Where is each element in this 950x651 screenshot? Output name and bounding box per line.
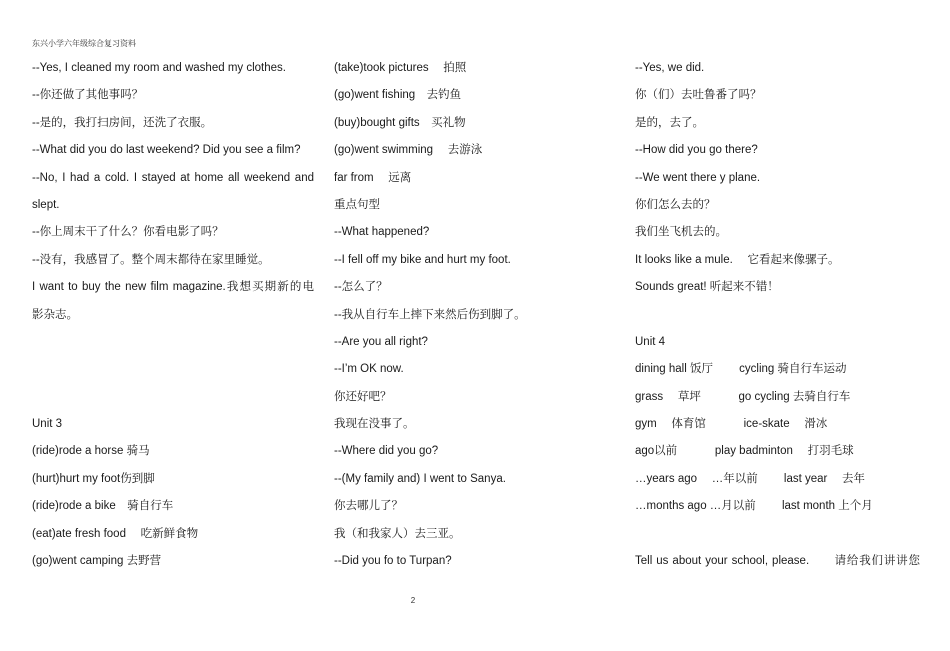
text-line: --你上周末干了什么？你看电影了吗？ — [32, 226, 224, 239]
text-line: Tell us about your school, please. 请给我们讲讲您 — [635, 555, 920, 568]
text-line: …months ago …月以前 last month 上个月 — [635, 500, 873, 513]
text-line: --Are you all right? — [334, 335, 428, 348]
text-line: (go)went camping 去野营 — [32, 555, 162, 568]
text-line: 你（们）去吐鲁番了吗？ — [635, 89, 762, 102]
text-line: 我现在没事了。 — [334, 418, 415, 431]
text-line: …years ago …年以前 last year 去年 — [635, 472, 866, 485]
text-line: It looks like a mule. 它看起来像骡子。 — [635, 253, 840, 266]
text-line: --Where did you go? — [334, 445, 439, 458]
text-line: --你还做了其他事吗？ — [32, 89, 144, 102]
section-heading: 重点句型 — [334, 198, 380, 211]
text-line: --What did you do last weekend? Did you see a film? — [32, 144, 301, 157]
text-line: I want to buy the new film magazine.我想买期新的电 — [32, 281, 314, 294]
blank-line — [635, 521, 920, 548]
text-line: --怎么了？ — [334, 281, 388, 294]
text-line: slept. — [32, 198, 60, 211]
document-header: 东兴小学六年级综合复习资料 — [32, 39, 136, 48]
text-line: --How did you go there? — [635, 144, 758, 157]
text-line: --We went there y plane. — [635, 171, 761, 184]
text-line: 你去哪儿了？ — [334, 500, 403, 513]
text-line: dining hall 饭厅 cycling 骑自行车运动 — [635, 363, 847, 376]
unit-heading: Unit 4 — [635, 335, 666, 348]
column-middle — [334, 55, 604, 575]
text-line: --我从自行车上摔下来然后伤到脚了。 — [334, 308, 526, 321]
text-line: (go)went swimming 去游泳 — [334, 144, 483, 157]
text-line: (go)went fishing 去钓鱼 — [334, 89, 462, 102]
text-line: Sounds great! 听起来不错！ — [635, 281, 779, 294]
text-line: (take)took pictures 拍照 — [334, 62, 467, 74]
text-line: (hurt)hurt my foot伤到脚 — [32, 472, 155, 485]
blank-line — [32, 384, 314, 411]
text-line: --What happened? — [334, 226, 430, 239]
text-line: 我们坐飞机去的。 — [635, 226, 727, 239]
text-line: --Yes, we did. — [635, 62, 705, 74]
text-line: far from 远离 — [334, 171, 412, 184]
blank-line — [32, 329, 314, 356]
text-line: 影杂志。 — [32, 308, 78, 321]
text-line: --I’m OK now. — [334, 363, 404, 376]
text-line: --No, I had a cold. I stayed at home all weekend and — [32, 171, 314, 184]
text-line: (ride)rode a bike 骑自行车 — [32, 500, 174, 513]
unit-heading: Unit 3 — [32, 418, 63, 431]
column-right — [635, 55, 920, 575]
text-line: 是的，去了。 — [635, 116, 704, 129]
text-line: (ride)rode a horse 骑马 — [32, 445, 150, 458]
text-line: (eat)ate fresh food 吃新鲜食物 — [32, 527, 199, 540]
text-line: --Did you fo to Turpan? — [334, 555, 452, 568]
text-line: grass 草坪 go cycling 去骑自行车 — [635, 390, 851, 403]
column-left — [32, 55, 314, 575]
blank-line — [32, 356, 314, 383]
text-line: (buy)bought gifts 买礼物 — [334, 116, 466, 129]
text-line: gym 体育馆 ice-skate 滑冰 — [635, 418, 828, 431]
text-line: --(My family and) I went to Sanya. — [334, 472, 506, 485]
text-line: ago以前 play badminton 打羽毛球 — [635, 445, 854, 458]
page-number: 2 — [410, 596, 416, 605]
text-line: --是的，我打扫房间，还洗了衣服。 — [32, 116, 213, 129]
text-line: --没有，我感冒了。整个周末都待在家里睡觉。 — [32, 253, 270, 266]
text-line: 你们怎么去的？ — [635, 198, 716, 211]
text-line: --Yes, I cleaned my room and washed my clothes. — [32, 62, 286, 74]
text-line: 我（和我家人）去三亚。 — [334, 527, 461, 540]
text-line: 你还好吧？ — [334, 390, 392, 403]
blank-line — [635, 302, 920, 329]
text-line: --I fell off my bike and hurt my foot. — [334, 253, 511, 266]
